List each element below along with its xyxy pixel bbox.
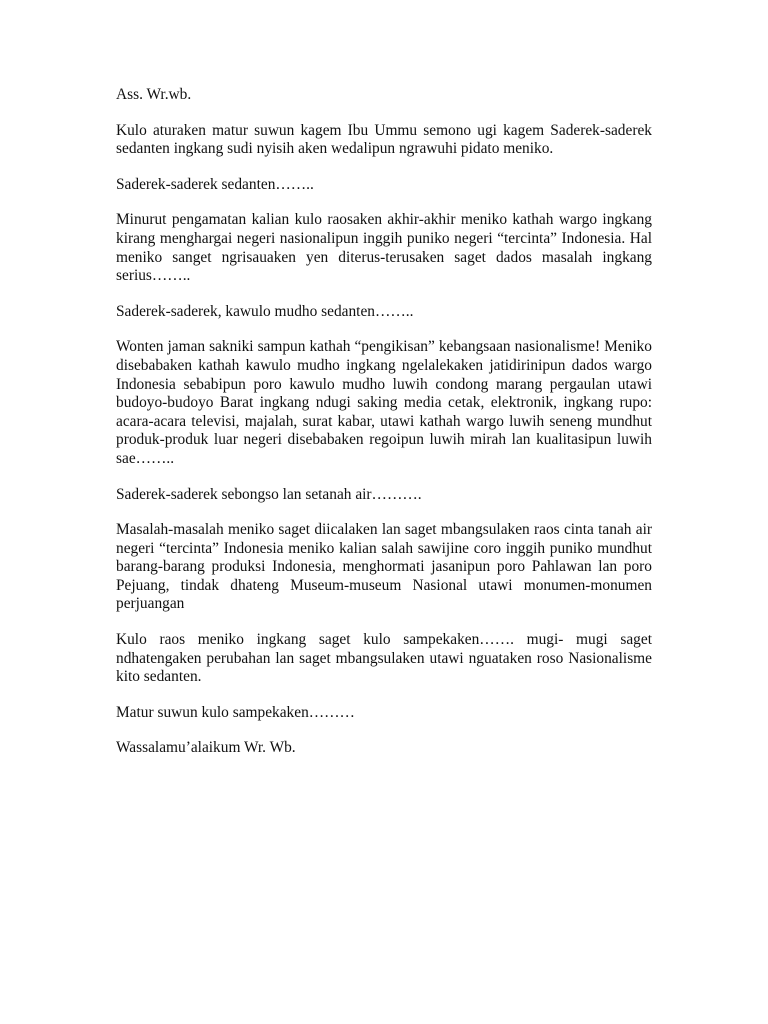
paragraph-hope: Kulo raos meniko ingkang saget kulo sampekaken……. mugi- mugi saget ndhatengaken perubahan lan saget mbangsulaken utawi nguataken roso Nasionalisme kito sedanten. xyxy=(116,631,652,686)
speech-document xyxy=(116,86,652,775)
paragraph-thanks: Kulo aturaken matur suwun kagem Ibu Ummu semono ugi kagem Saderek-saderek sedanten ingkang sudi nyisih aken wedalipun ngrawuhi pidato meniko. xyxy=(116,121,652,158)
paragraph-thanks-closing: Matur suwun kulo sampekaken……… xyxy=(116,703,355,721)
paragraph-address-3: Saderek-saderek sebongso lan setanah air………. xyxy=(116,485,422,503)
paragraph-observation: Minurut pengamatan kalian kulo raosaken akhir-akhir meniko kathah wargo ingkang kirang menghargai negeri nasionalipun inggih puniko negeri “tercinta” Indonesia. Hal meniko sanget ngrisauaken yen diterus-terusaken saget dados masalah ingkang serius…….. xyxy=(116,211,652,285)
paragraph-address-1: Saderek-saderek sedanten…….. xyxy=(116,175,314,193)
paragraph-address-2: Saderek-saderek, kawulo mudho sedanten…….. xyxy=(116,302,414,320)
greeting: Ass. Wr.wb. xyxy=(116,86,192,103)
closing-salutation: Wassalamu’alaikum Wr. Wb. xyxy=(116,739,296,757)
paragraph-solutions: Masalah-masalah meniko saget diicalaken lan saget mbangsulaken raos cinta tanah air negeri “tercinta” Indonesia meniko kalian salah sawijine coro inggih puniko mundhut barang-barang produksi Indonesia, menghormati jasanipun poro Pahlawan lan poro Pejuang, tindak dhateng Museum-museum Nasional utawi monumen-monumen perjuangan xyxy=(116,521,652,613)
paragraph-erosion: Wonten jaman sakniki sampun kathah “pengikisan” kebangsaan nasionalisme! Meniko disebabaken kathah kawulo mudho ingkang ngelalekaken jatidirinipun dados wargo Indonesia sebabipun poro kawulo mudho luwih condong marang pergaulan utawi budoyo-budoyo Barat ingkang ndugi saking media cetak, elektronik, ingkang rupo: acara-acara televisi, majalah, surat kabar, utawi kathah wargo luwih seneng mundhut produk-produk luar negeri disebabaken regoipun luwih mirah lan kualitasipun luwih sae…….. xyxy=(116,338,652,467)
